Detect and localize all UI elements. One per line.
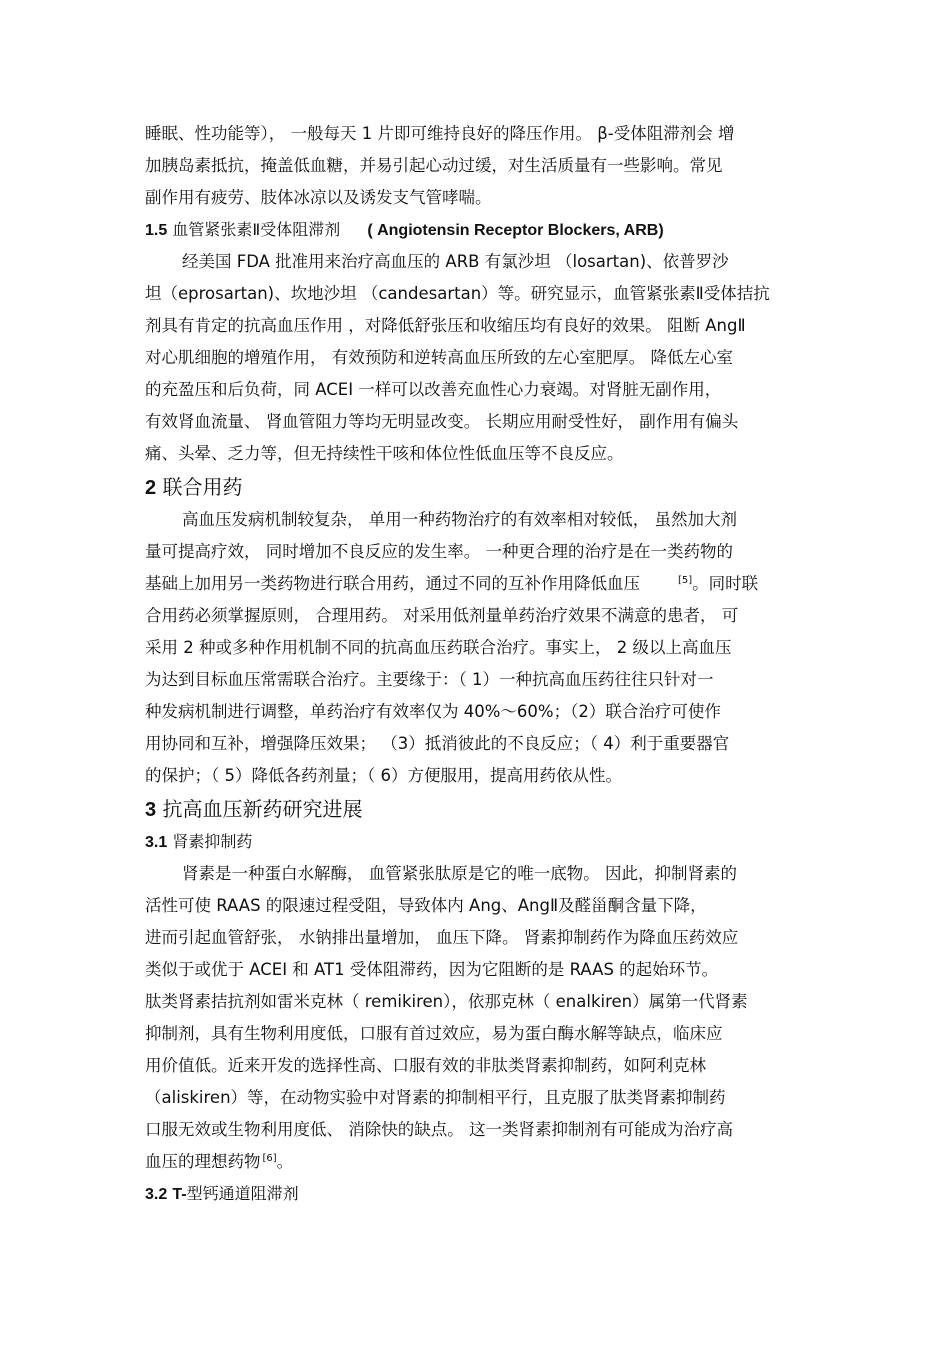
citation-ref: [5]	[678, 574, 693, 586]
paragraph-line: 加胰岛素抵抗，掩盖低血糖，并易引起心动过缓，对生活质量有一些影响。常见	[145, 156, 723, 175]
paragraph-line: 抑制剂，具有生物利用度低，口服有首过效应，易为蛋白酶水解等缺点，临床应	[145, 1024, 723, 1043]
text-run: 基础上加用另一类药物进行联合用药，通过不同的互补作用降低血压	[145, 574, 640, 593]
paragraph-line: 进而引起血管舒张， 水钠排出量增加， 血压下降。 肾素抑制药作为降血压药效应	[145, 928, 739, 947]
section-prefix: T-	[172, 1186, 187, 1203]
section-title: 血管紧张素Ⅱ受体阻滞剂	[172, 220, 341, 239]
paragraph-line: 有效肾血流量、 肾血管阻力等均无明显改变。 长期应用耐受性好， 副作用有偏头	[145, 412, 739, 431]
paragraph-line: 口服无效或生物利用度低、 消除快的缺点。 这一类肾素抑制剂有可能成为治疗高	[145, 1120, 733, 1139]
paragraph-line: 肾素是一种蛋白水解酶， 血管紧张肽原是它的唯一底物。 因此，抑制肾素的	[182, 864, 737, 883]
text-run: 血压的理想药物	[145, 1152, 261, 1171]
paragraph-line: 的保护；（ 5）降低各药剂量；（ 6）方便服用，提高用药依从性。	[145, 766, 622, 785]
section-number: 1.5	[145, 222, 168, 239]
paragraph-line: 经美国 FDA 批准用来治疗高血压的 ARB 有氯沙坦 （losartan)、依普罗沙	[182, 252, 729, 271]
paragraph-line: 睡眠、性功能等）， 一般每天 1 片即可维持良好的降压作用。 β-受体阻滞剂会 增	[145, 124, 735, 143]
paragraph-line: 类似于或优于 ACEI 和 AT1 受体阻滞药，因为它阻断的是 RAAS 的起始环节。	[145, 960, 719, 979]
paragraph-line: （aliskiren）等，在动物实验中对肾素的抑制相平行，且克服了肽类肾素抑制药	[145, 1088, 726, 1107]
paragraph-line: 剂具有肯定的抗高血压作用 ，对降低舒张压和收缩压均有良好的效果。 阻断 AngⅡ	[145, 316, 746, 335]
text-run: 。	[276, 1152, 294, 1171]
paragraph-line: 高血压发病机制较复杂， 单用一种药物治疗的有效率相对较低， 虽然加大剂	[182, 510, 737, 529]
section-number: 3	[145, 799, 157, 821]
section-heading-2	[145, 470, 810, 504]
paragraph-line: 合用药必须掌握原则， 合理用药。 对采用低剂量单药治疗效果不满意的患者， 可	[145, 606, 739, 625]
section-title: 肾素抑制药	[172, 832, 253, 851]
section-english-title: ( Angiotensin Receptor Blockers, ARB)	[367, 222, 664, 239]
paragraph-line: 的充盈压和后负荷，同 ACEI 一样可以改善充血性心力衰竭。对肾脏无副作用，	[145, 380, 722, 399]
text-run: 。同时联	[692, 574, 759, 593]
section-heading-1-5	[145, 214, 810, 246]
section-heading-3	[145, 792, 810, 826]
paragraph-line	[145, 568, 810, 600]
paragraph-line: 量可提高疗效， 同时增加不良反应的发生率。 一种更合理的治疗是在一类药物的	[145, 542, 733, 561]
section-heading-3-1	[145, 826, 810, 858]
section-title: 型钙通道阻滞剂	[186, 1184, 299, 1203]
paragraph-line: 采用 2 种或多种作用机制不同的抗高血压药联合治疗。事实上， 2 级以上高血压	[145, 638, 732, 657]
section-title: 抗高血压新药研究进展	[162, 797, 363, 821]
section-heading-3-2	[145, 1178, 810, 1210]
paragraph-line: 用协同和互补，增强降压效果； （3）抵消彼此的不良反应；（ 4）利于重要器官	[145, 734, 730, 753]
paragraph-line: 为达到目标血压常需联合治疗。主要缘于：（ 1）一种抗高血压药往往只针对一	[145, 670, 714, 689]
paragraph-line: 用价值低。近来开发的选择性高、口服有效的非肽类肾素抑制药，如阿利克林	[145, 1056, 706, 1075]
paragraph-line: 肽类肾素拮抗剂如雷米克林（ remikiren），依那克林（ enalkiren）属第一代肾素	[145, 992, 748, 1011]
paragraph-line: 种发病机制进行调整，单药治疗有效率仅为 40%～60%；（2）联合治疗可使作	[145, 702, 721, 721]
paragraph-line	[145, 1146, 810, 1178]
section-number: 3.1	[145, 834, 168, 851]
document-page	[145, 118, 810, 1210]
section-number: 3.2	[145, 1186, 168, 1203]
paragraph-line: 副作用有疲劳、肢体冰凉以及诱发支气管哮喘。	[145, 188, 492, 207]
paragraph-line: 痛、头晕、乏力等，但无持续性干咳和体位性低血压等不良反应。	[145, 444, 624, 463]
paragraph-line: 对心肌细胞的增殖作用， 有效预防和逆转高血压所致的左心室肥厚。 降低左心室	[145, 348, 733, 367]
citation-ref: [6]	[262, 1152, 277, 1164]
section-number: 2	[145, 477, 157, 499]
paragraph-line: 活性可使 RAAS 的限速过程受阻，导致体内 Ang、AngⅡ及醛甾酮含量下降，	[145, 896, 707, 915]
section-title: 联合用药	[162, 475, 243, 499]
paragraph-line: 坦（eprosartan)、坎地沙坦 （candesartan）等。研究显示，血管紧张素Ⅱ受体拮抗	[145, 284, 770, 303]
